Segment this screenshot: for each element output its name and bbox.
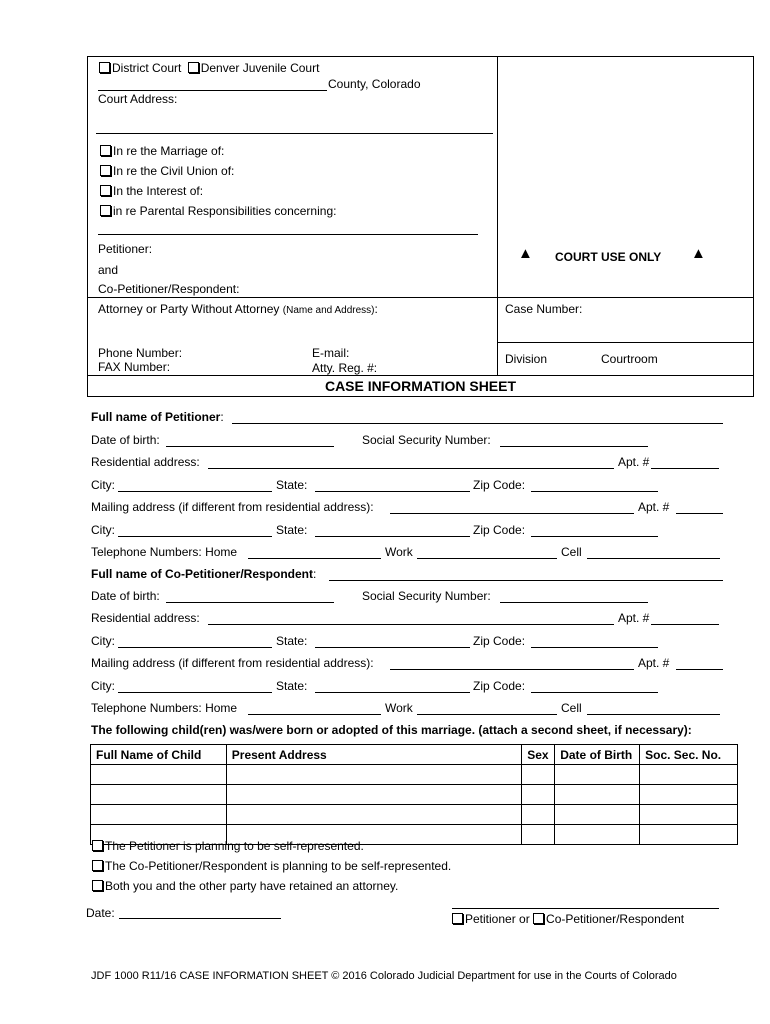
petitioner-mailing-apt-label: Apt. # bbox=[638, 500, 670, 514]
table-row bbox=[91, 805, 738, 825]
courtroom-label: Courtroom bbox=[601, 352, 658, 366]
child-sex-cell[interactable] bbox=[522, 765, 555, 785]
civil-union-label: In re the Civil Union of: bbox=[113, 164, 235, 178]
co-petitioner-cell-label: Cell bbox=[561, 701, 582, 715]
phone-number-label: Phone Number: bbox=[98, 346, 183, 360]
co-petitioner-apt-label: Apt. # bbox=[618, 611, 650, 625]
atty-reg-label: Atty. Reg. #: bbox=[312, 361, 378, 375]
attorney-note: (Name and Address) bbox=[282, 305, 375, 316]
district-court-checkbox[interactable] bbox=[99, 62, 110, 73]
petitioner-full-name-label bbox=[91, 410, 224, 424]
petitioner-telephone-label: Telephone Numbers: Home bbox=[91, 545, 238, 559]
signer-co-petitioner-label: Co-Petitioner/Respondent bbox=[546, 912, 685, 926]
county-line[interactable] bbox=[98, 90, 327, 91]
co-petitioner-caption-label: Co-Petitioner/Respondent: bbox=[98, 282, 240, 296]
child-address-cell[interactable] bbox=[226, 765, 521, 785]
parties-line[interactable] bbox=[98, 234, 478, 235]
up-triangle-left-icon: ▲ bbox=[518, 245, 533, 262]
up-triangle-right-icon: ▲ bbox=[691, 245, 706, 262]
petitioner-ssn-label: Social Security Number: bbox=[362, 433, 491, 447]
co-petitioner-mailing-label: Mailing address (if different from residential address): bbox=[91, 656, 374, 670]
petitioner-state2-field[interactable] bbox=[315, 536, 470, 537]
co-petitioner-zip2-field[interactable] bbox=[531, 692, 658, 693]
petitioner-residential-field[interactable] bbox=[208, 468, 614, 469]
signature-line[interactable] bbox=[452, 908, 719, 909]
case-type-interest bbox=[100, 184, 203, 198]
co-petitioner-residential-label: Residential address: bbox=[91, 611, 200, 625]
co-petitioner-full-name-label bbox=[91, 567, 316, 581]
child-name-cell[interactable] bbox=[91, 785, 227, 805]
table-row bbox=[91, 765, 738, 785]
children-table bbox=[90, 744, 738, 845]
co-petitioner-state2-field[interactable] bbox=[315, 692, 470, 693]
child-dob-cell[interactable] bbox=[555, 825, 640, 845]
child-ssn-cell[interactable] bbox=[640, 825, 738, 845]
header-present-address: Present Address bbox=[226, 745, 521, 765]
petitioner-full-name-colon: : bbox=[220, 410, 224, 424]
signer-selection bbox=[452, 912, 684, 926]
petitioner-zip2-field[interactable] bbox=[531, 536, 658, 537]
division-label: Division bbox=[505, 352, 548, 366]
petitioner-zip-label: Zip Code: bbox=[473, 478, 526, 492]
and-label: and bbox=[98, 263, 119, 277]
co-petitioner-telephone-label: Telephone Numbers: Home bbox=[91, 701, 238, 715]
footer-text: JDF 1000 R11/16 CASE INFORMATION SHEET © 2016 Colorado Judicial Department for use in the Courts of Colorado bbox=[91, 970, 677, 982]
petitioner-state-label: State: bbox=[276, 478, 308, 492]
attorney-label bbox=[98, 302, 378, 316]
case-number-label: Case Number: bbox=[505, 302, 583, 316]
petitioner-city-label: City: bbox=[91, 478, 115, 492]
child-ssn-cell[interactable] bbox=[640, 765, 738, 785]
case-type-parental bbox=[100, 204, 336, 218]
co-petitioner-mailing-apt-field[interactable] bbox=[676, 669, 723, 670]
co-petitioner-work-label: Work bbox=[385, 701, 413, 715]
co-petitioner-city2-field[interactable] bbox=[118, 692, 272, 693]
petitioner-self-represented-checkbox[interactable] bbox=[92, 840, 103, 851]
district-court-label: District Court bbox=[112, 61, 182, 75]
email-label: E-mail: bbox=[312, 346, 350, 360]
petitioner-dob-label: Date of birth: bbox=[91, 433, 160, 447]
co-petitioner-city2-label: City: bbox=[91, 679, 115, 693]
representation-option-1 bbox=[92, 839, 364, 853]
child-ssn-cell[interactable] bbox=[640, 785, 738, 805]
marriage-checkbox[interactable] bbox=[100, 145, 111, 156]
co-petitioner-ssn-label: Social Security Number: bbox=[362, 589, 491, 603]
division-courtroom-divider bbox=[497, 342, 754, 343]
child-ssn-cell[interactable] bbox=[640, 805, 738, 825]
petitioner-city-field[interactable] bbox=[118, 491, 272, 492]
child-sex-cell[interactable] bbox=[522, 825, 555, 845]
case-type-marriage bbox=[100, 144, 224, 158]
court-address-line[interactable] bbox=[96, 133, 493, 134]
petitioner-full-name-field[interactable] bbox=[232, 423, 723, 424]
petitioner-caption-label: Petitioner: bbox=[98, 242, 153, 256]
co-petitioner-state-label: State: bbox=[276, 634, 308, 648]
co-petitioner-mailing-field[interactable] bbox=[390, 669, 634, 670]
petitioner-mailing-label: Mailing address (if different from residential address): bbox=[91, 500, 374, 514]
date-label: Date: bbox=[86, 906, 115, 920]
co-petitioner-work-phone-field[interactable] bbox=[417, 714, 557, 715]
co-petitioner-apt-field[interactable] bbox=[651, 624, 719, 625]
children-header-row bbox=[91, 745, 738, 765]
child-dob-cell[interactable] bbox=[555, 805, 640, 825]
petitioner-cell-phone-field[interactable] bbox=[587, 558, 720, 559]
header-soc-sec-no: Soc. Sec. No. bbox=[640, 745, 738, 765]
signer-co-petitioner-checkbox[interactable] bbox=[533, 913, 544, 924]
signer-petitioner-label: Petitioner or bbox=[465, 912, 534, 926]
both-retained-attorney-checkbox[interactable] bbox=[92, 880, 103, 891]
caption-box bbox=[87, 56, 754, 397]
attorney-colon: : bbox=[374, 302, 378, 316]
marriage-label: In re the Marriage of: bbox=[113, 144, 225, 158]
signer-petitioner-checkbox[interactable] bbox=[452, 913, 463, 924]
co-petitioner-zip-label: Zip Code: bbox=[473, 634, 526, 648]
co-petitioner-self-represented-label: The Co-Petitioner/Respondent is planning to be self-represented. bbox=[105, 859, 452, 873]
children-intro: The following child(ren) was/were born or adopted of this marriage. (attach a second sheet, if necessary): bbox=[91, 723, 692, 737]
petitioner-work-label: Work bbox=[385, 545, 413, 559]
representation-option-3 bbox=[92, 879, 398, 893]
co-petitioner-self-represented-checkbox[interactable] bbox=[92, 860, 103, 871]
court-use-only-label: COURT USE ONLY bbox=[555, 250, 662, 264]
parental-label: in re Parental Responsibilities concerning: bbox=[113, 204, 337, 218]
child-address-cell[interactable] bbox=[226, 805, 521, 825]
co-petitioner-dob-label: Date of birth: bbox=[91, 589, 160, 603]
denver-juvenile-court-label: Denver Juvenile Court bbox=[200, 61, 320, 75]
co-petitioner-dob-field[interactable] bbox=[166, 602, 334, 603]
child-address-cell[interactable] bbox=[226, 785, 521, 805]
table-row bbox=[91, 785, 738, 805]
petitioner-home-phone-field[interactable] bbox=[248, 558, 381, 559]
representation-option-2 bbox=[92, 859, 451, 873]
co-petitioner-full-name-field[interactable] bbox=[329, 580, 723, 581]
co-petitioner-city-label: City: bbox=[91, 634, 115, 648]
petitioner-full-name-text: Full name of Petitioner bbox=[91, 410, 221, 424]
header-date-of-birth: Date of Birth bbox=[555, 745, 640, 765]
co-petitioner-mailing-apt-label: Apt. # bbox=[638, 656, 670, 670]
civil-union-checkbox[interactable] bbox=[100, 165, 111, 176]
sheet-title: CASE INFORMATION SHEET bbox=[324, 378, 517, 394]
child-sex-cell[interactable] bbox=[522, 805, 555, 825]
parental-checkbox[interactable] bbox=[100, 205, 111, 216]
petitioner-cell-label: Cell bbox=[561, 545, 582, 559]
child-name-cell[interactable] bbox=[91, 765, 227, 785]
attorney-label-text: Attorney or Party Without Attorney bbox=[98, 302, 280, 316]
court-type-row bbox=[99, 61, 319, 75]
petitioner-apt-label: Apt. # bbox=[618, 455, 650, 469]
co-petitioner-state2-label: State: bbox=[276, 679, 308, 693]
header-sex: Sex bbox=[522, 745, 555, 765]
caption-divider-attorney bbox=[87, 297, 754, 298]
child-dob-cell[interactable] bbox=[555, 785, 640, 805]
co-petitioner-full-name-colon: : bbox=[313, 567, 317, 581]
petitioner-zip-field[interactable] bbox=[531, 491, 658, 492]
petitioner-city2-label: City: bbox=[91, 523, 115, 537]
petitioner-dob-field[interactable] bbox=[166, 446, 334, 447]
co-petitioner-state-field[interactable] bbox=[315, 647, 470, 648]
co-petitioner-cell-phone-field[interactable] bbox=[587, 714, 720, 715]
co-petitioner-ssn-field[interactable] bbox=[500, 602, 648, 603]
co-petitioner-zip2-label: Zip Code: bbox=[473, 679, 526, 693]
petitioner-self-represented-label: The Petitioner is planning to be self-represented. bbox=[105, 839, 364, 853]
case-type-civil-union bbox=[100, 164, 234, 178]
child-name-cell[interactable] bbox=[91, 805, 227, 825]
denver-juvenile-court-checkbox[interactable] bbox=[188, 62, 199, 73]
co-petitioner-zip-field[interactable] bbox=[531, 647, 658, 648]
child-sex-cell[interactable] bbox=[522, 785, 555, 805]
petitioner-city2-field[interactable] bbox=[118, 536, 272, 537]
petitioner-state-field[interactable] bbox=[315, 491, 470, 492]
child-dob-cell[interactable] bbox=[555, 765, 640, 785]
interest-of-label: In the Interest of: bbox=[113, 184, 204, 198]
co-petitioner-residential-field[interactable] bbox=[208, 624, 614, 625]
petitioner-zip2-label: Zip Code: bbox=[473, 523, 526, 537]
interest-of-checkbox[interactable] bbox=[100, 185, 111, 196]
county-colorado-label: County, Colorado bbox=[328, 77, 421, 91]
court-address-label: Court Address: bbox=[98, 92, 178, 106]
co-petitioner-home-phone-field[interactable] bbox=[248, 714, 381, 715]
co-petitioner-city-field[interactable] bbox=[118, 647, 272, 648]
both-retained-attorney-label: Both you and the other party have retained an attorney. bbox=[105, 879, 399, 893]
petitioner-state2-label: State: bbox=[276, 523, 308, 537]
co-petitioner-full-name-text: Full name of Co-Petitioner/Respondent bbox=[91, 567, 314, 581]
caption-divider-vertical bbox=[497, 56, 498, 376]
header-full-name: Full Name of Child bbox=[91, 745, 227, 765]
petitioner-apt-field[interactable] bbox=[651, 468, 719, 469]
petitioner-mailing-field[interactable] bbox=[390, 513, 634, 514]
petitioner-residential-label: Residential address: bbox=[91, 455, 200, 469]
petitioner-ssn-field[interactable] bbox=[500, 446, 648, 447]
caption-divider-title bbox=[87, 375, 754, 376]
petitioner-work-phone-field[interactable] bbox=[417, 558, 557, 559]
date-field[interactable] bbox=[119, 918, 281, 919]
fax-number-label: FAX Number: bbox=[98, 360, 171, 374]
petitioner-mailing-apt-field[interactable] bbox=[676, 513, 723, 514]
